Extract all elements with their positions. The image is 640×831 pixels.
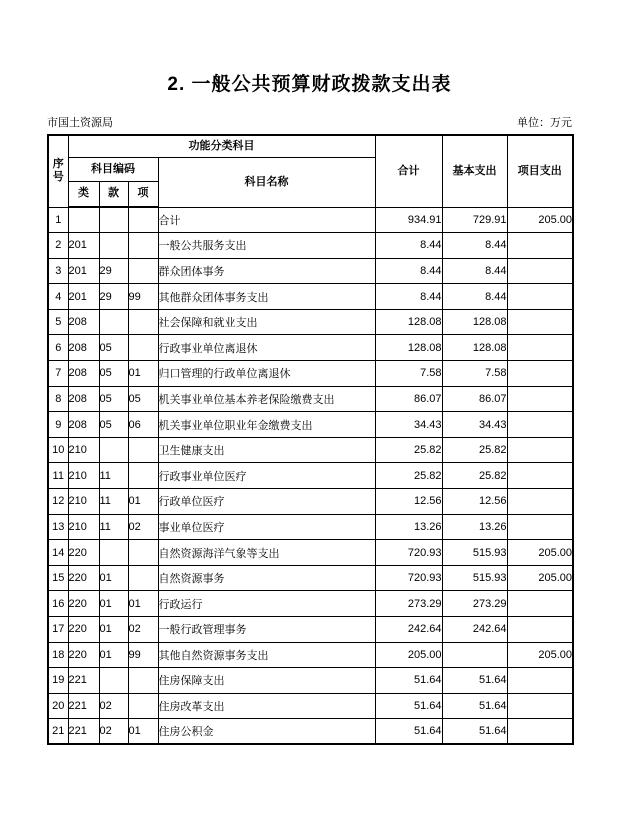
cell-code-section: [99, 540, 128, 566]
cell-code-section: 11: [99, 463, 128, 489]
cell-no: 9: [48, 412, 68, 438]
table-body: [48, 207, 573, 744]
cell-subject-name: 群众团体事务: [158, 258, 375, 284]
header-func-group: 功能分类科目: [68, 135, 375, 157]
cell-no: 16: [48, 591, 68, 617]
cell-code-section: 01: [99, 642, 128, 668]
cell-code-item: 01: [128, 361, 158, 387]
cell-total: 51.64: [375, 719, 442, 745]
cell-code-section: [99, 437, 128, 463]
cell-basic: 51.64: [442, 693, 507, 719]
cell-code-section: 05: [99, 386, 128, 412]
cell-basic: 7.58: [442, 361, 507, 387]
cell-code-class: 208: [68, 361, 99, 387]
cell-project: [507, 463, 573, 489]
cell-subject-name: 机关事业单位职业年金缴费支出: [158, 412, 375, 438]
cell-code-class: 220: [68, 591, 99, 617]
cell-project: [507, 591, 573, 617]
cell-no: 5: [48, 309, 68, 335]
cell-subject-name: 住房改革支出: [158, 693, 375, 719]
header-code-item: 项: [128, 181, 158, 207]
cell-no: 17: [48, 617, 68, 643]
table-row: [48, 591, 573, 617]
cell-code-section: [99, 309, 128, 335]
table-row: [48, 437, 573, 463]
cell-total: 51.64: [375, 668, 442, 694]
cell-no: 21: [48, 719, 68, 745]
cell-total: 720.93: [375, 565, 442, 591]
table-row: [48, 668, 573, 694]
cell-project: [507, 233, 573, 259]
cell-total: 34.43: [375, 412, 442, 438]
unit-label: 单位：万元: [517, 117, 572, 129]
cell-basic: 515.93: [442, 565, 507, 591]
table-row: [48, 233, 573, 259]
table-row: [48, 335, 573, 361]
cell-subject-name: 住房保障支出: [158, 668, 375, 694]
table-row: [48, 540, 573, 566]
cell-project: [507, 668, 573, 694]
table-row: [48, 719, 573, 745]
cell-code-item: [128, 258, 158, 284]
cell-code-class: 220: [68, 617, 99, 643]
cell-basic: 8.44: [442, 284, 507, 310]
cell-code-class: [68, 207, 99, 233]
table-row: [48, 617, 573, 643]
cell-code-item: 99: [128, 642, 158, 668]
cell-code-class: 221: [68, 719, 99, 745]
cell-total: 934.91: [375, 207, 442, 233]
cell-project: [507, 514, 573, 540]
cell-subject-name: 行政运行: [158, 591, 375, 617]
cell-no: 19: [48, 668, 68, 694]
cell-subject-name: 卫生健康支出: [158, 437, 375, 463]
budget-table: [47, 134, 574, 745]
cell-no: 4: [48, 284, 68, 310]
table-row: [48, 463, 573, 489]
cell-project: 205.00: [507, 540, 573, 566]
cell-project: [507, 284, 573, 310]
cell-code-section: 05: [99, 335, 128, 361]
cell-basic: 51.64: [442, 719, 507, 745]
cell-code-section: [99, 668, 128, 694]
cell-code-section: [99, 233, 128, 259]
cell-code-item: [128, 207, 158, 233]
table-row: [48, 207, 573, 233]
cell-total: 273.29: [375, 591, 442, 617]
cell-no: 20: [48, 693, 68, 719]
cell-code-section: 02: [99, 719, 128, 745]
cell-code-item: 05: [128, 386, 158, 412]
cell-code-section: 01: [99, 617, 128, 643]
cell-project: 205.00: [507, 642, 573, 668]
cell-code-class: 210: [68, 489, 99, 515]
cell-code-class: 210: [68, 514, 99, 540]
cell-project: [507, 489, 573, 515]
cell-code-class: 208: [68, 412, 99, 438]
cell-code-item: 01: [128, 591, 158, 617]
cell-project: [507, 335, 573, 361]
cell-subject-name: 其他自然资源事务支出: [158, 642, 375, 668]
cell-basic: 25.82: [442, 437, 507, 463]
table-meta-row: [47, 116, 572, 131]
cell-total: 205.00: [375, 642, 442, 668]
cell-total: 242.64: [375, 617, 442, 643]
cell-code-item: 02: [128, 617, 158, 643]
cell-basic: 25.82: [442, 463, 507, 489]
cell-no: 2: [48, 233, 68, 259]
cell-total: 8.44: [375, 258, 442, 284]
cell-no: 12: [48, 489, 68, 515]
table-header: [48, 135, 573, 207]
cell-code-item: [128, 309, 158, 335]
cell-code-item: 01: [128, 489, 158, 515]
cell-no: 11: [48, 463, 68, 489]
cell-code-section: 11: [99, 489, 128, 515]
table-row: [48, 258, 573, 284]
cell-project: 205.00: [507, 207, 573, 233]
cell-basic: 128.08: [442, 309, 507, 335]
cell-project: 205.00: [507, 565, 573, 591]
header-code-section: 款: [99, 181, 128, 207]
cell-basic: 8.44: [442, 233, 507, 259]
table-row: [48, 693, 573, 719]
cell-code-class: 208: [68, 309, 99, 335]
cell-basic: 12.56: [442, 489, 507, 515]
cell-total: 51.64: [375, 693, 442, 719]
cell-code-item: [128, 565, 158, 591]
cell-total: 8.44: [375, 233, 442, 259]
cell-subject-name: 自然资源海洋气象等支出: [158, 540, 375, 566]
cell-code-class: 208: [68, 335, 99, 361]
cell-code-section: 29: [99, 284, 128, 310]
cell-basic: 34.43: [442, 412, 507, 438]
cell-basic: 86.07: [442, 386, 507, 412]
table-row: [48, 412, 573, 438]
cell-no: 7: [48, 361, 68, 387]
cell-code-section: [99, 207, 128, 233]
cell-code-item: [128, 693, 158, 719]
cell-code-class: 208: [68, 386, 99, 412]
cell-total: 8.44: [375, 284, 442, 310]
cell-subject-name: 合计: [158, 207, 375, 233]
cell-basic: 128.08: [442, 335, 507, 361]
cell-code-item: [128, 335, 158, 361]
cell-code-section: 02: [99, 693, 128, 719]
cell-total: 12.56: [375, 489, 442, 515]
cell-no: 1: [48, 207, 68, 233]
cell-subject-name: 其他群众团体事务支出: [158, 284, 375, 310]
cell-total: 128.08: [375, 309, 442, 335]
cell-total: 25.82: [375, 437, 442, 463]
cell-code-item: [128, 233, 158, 259]
org-name: 市国土资源局: [47, 117, 113, 129]
cell-no: 3: [48, 258, 68, 284]
table-row: [48, 309, 573, 335]
table-row: [48, 284, 573, 310]
cell-project: [507, 437, 573, 463]
header-code-class: 类: [68, 181, 99, 207]
cell-subject-name: 行政事业单位离退休: [158, 335, 375, 361]
cell-no: 18: [48, 642, 68, 668]
header-subject-name: 科目名称: [158, 157, 375, 207]
table-row: [48, 565, 573, 591]
table-row: [48, 361, 573, 387]
cell-code-section: 05: [99, 361, 128, 387]
cell-total: 7.58: [375, 361, 442, 387]
cell-project: [507, 309, 573, 335]
cell-no: 8: [48, 386, 68, 412]
cell-project: [507, 258, 573, 284]
cell-code-item: 01: [128, 719, 158, 745]
header-code-group: 科目编码: [68, 157, 158, 181]
cell-project: [507, 693, 573, 719]
cell-no: 6: [48, 335, 68, 361]
cell-code-class: 221: [68, 668, 99, 694]
header-seq: 序号: [48, 135, 68, 207]
cell-subject-name: 自然资源事务: [158, 565, 375, 591]
cell-subject-name: 一般行政管理事务: [158, 617, 375, 643]
cell-subject-name: 一般公共服务支出: [158, 233, 375, 259]
cell-code-class: 201: [68, 284, 99, 310]
cell-basic: 515.93: [442, 540, 507, 566]
cell-total: 720.93: [375, 540, 442, 566]
cell-code-item: 99: [128, 284, 158, 310]
cell-code-item: [128, 540, 158, 566]
cell-project: [507, 386, 573, 412]
cell-subject-name: 住房公积金: [158, 719, 375, 745]
cell-subject-name: 机关事业单位基本养老保险缴费支出: [158, 386, 375, 412]
cell-subject-name: 事业单位医疗: [158, 514, 375, 540]
header-basic: 基本支出: [442, 135, 507, 207]
cell-code-class: 221: [68, 693, 99, 719]
cell-code-item: [128, 668, 158, 694]
cell-code-class: 210: [68, 437, 99, 463]
cell-code-class: 220: [68, 565, 99, 591]
cell-code-section: 01: [99, 565, 128, 591]
cell-subject-name: 归口管理的行政单位离退休: [158, 361, 375, 387]
cell-code-section: 01: [99, 591, 128, 617]
cell-code-section: 29: [99, 258, 128, 284]
cell-subject-name: 行政单位医疗: [158, 489, 375, 515]
header-total: 合计: [375, 135, 442, 207]
page-title: 2. 一般公共预算财政拨款支出表: [167, 74, 452, 95]
header-project: 项目支出: [507, 135, 573, 207]
table-row: [48, 386, 573, 412]
cell-total: 13.26: [375, 514, 442, 540]
cell-basic: 51.64: [442, 668, 507, 694]
cell-basic: 13.26: [442, 514, 507, 540]
cell-code-section: 05: [99, 412, 128, 438]
cell-code-class: 220: [68, 642, 99, 668]
cell-code-class: 201: [68, 233, 99, 259]
cell-basic: 729.91: [442, 207, 507, 233]
cell-subject-name: 行政事业单位医疗: [158, 463, 375, 489]
cell-total: 25.82: [375, 463, 442, 489]
cell-code-section: 11: [99, 514, 128, 540]
cell-project: [507, 412, 573, 438]
cell-code-item: [128, 437, 158, 463]
cell-basic: 242.64: [442, 617, 507, 643]
cell-code-item: 02: [128, 514, 158, 540]
cell-code-class: 210: [68, 463, 99, 489]
cell-project: [507, 719, 573, 745]
table-row: [48, 642, 573, 668]
table-row: [48, 514, 573, 540]
cell-basic: 8.44: [442, 258, 507, 284]
cell-no: 10: [48, 437, 68, 463]
cell-code-item: 06: [128, 412, 158, 438]
cell-code-class: 220: [68, 540, 99, 566]
table-row: [48, 489, 573, 515]
cell-basic: 273.29: [442, 591, 507, 617]
cell-subject-name: 社会保障和就业支出: [158, 309, 375, 335]
cell-code-class: 201: [68, 258, 99, 284]
cell-no: 13: [48, 514, 68, 540]
cell-project: [507, 617, 573, 643]
cell-total: 128.08: [375, 335, 442, 361]
cell-total: 86.07: [375, 386, 442, 412]
cell-code-item: [128, 463, 158, 489]
cell-no: 14: [48, 540, 68, 566]
cell-basic: [442, 642, 507, 668]
cell-no: 15: [48, 565, 68, 591]
cell-project: [507, 361, 573, 387]
